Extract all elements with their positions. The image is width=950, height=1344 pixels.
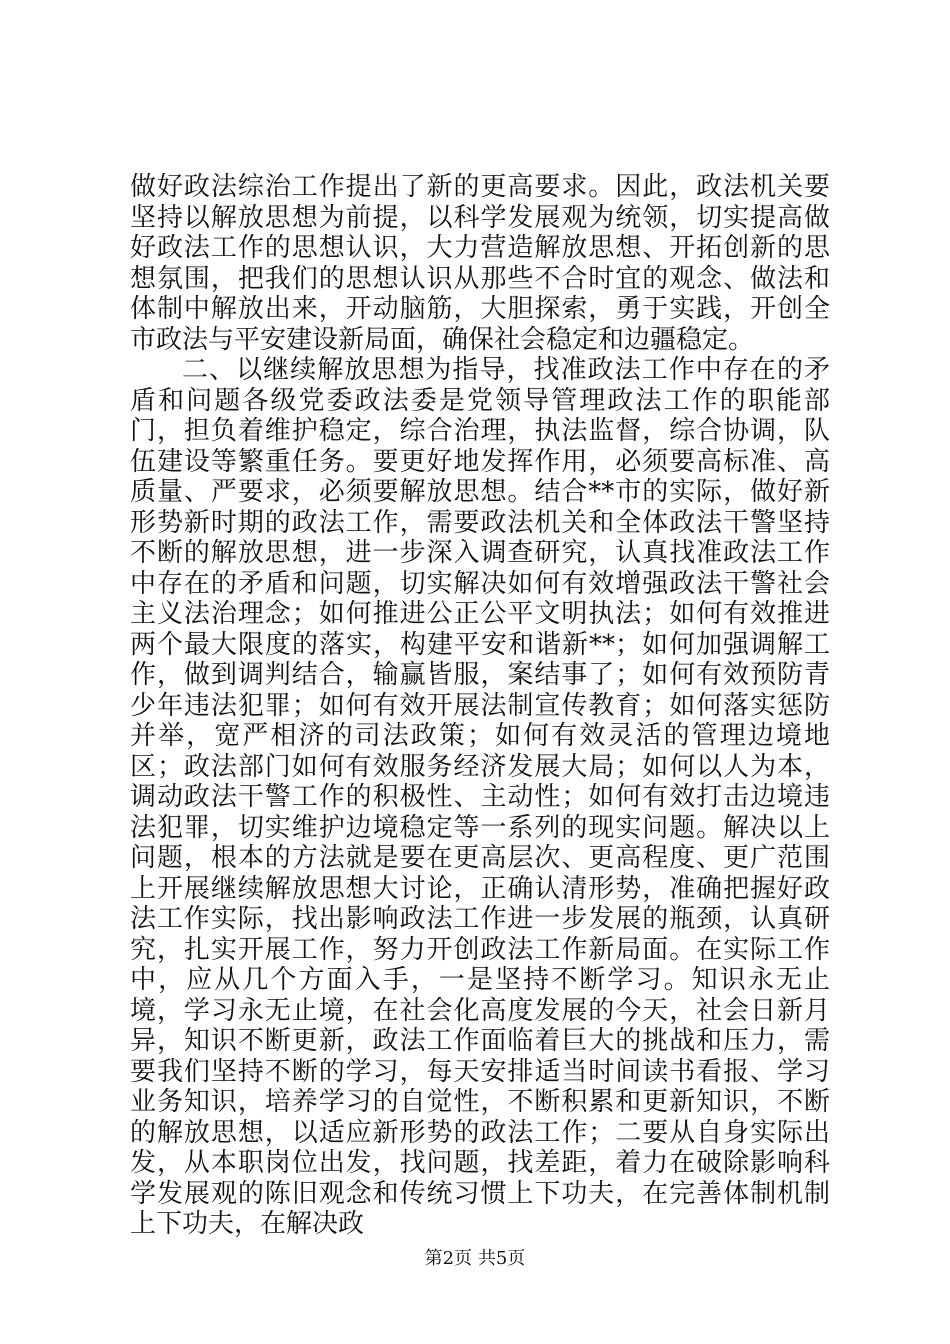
document-body — [130, 172, 830, 1240]
paragraph-section-two: 二、以继续解放思想为指导，找准政法工作中存在的矛盾和问题各级党委政法委是党领导管理政法工作的职能部门，担负着维护稳定，综合治理，执法监督，综合协调，队伍建设等繁重任务。要更好地发挥作用，必须要高标准、高质量、严要求，必须要解放思想。结合**市的实际，做好新形势新时期的政法工作，需要政法机关和全体政法干警坚持不断的解放思想，进一步深入调查研究，认真找准政法工作中存在的矛盾和问题，切实解决如何有效增强政法干警社会主义法治理念；如何推进公正公平文明执法；如何有效推进两个最大限度的落实，构建平安和谐新**；如何加强调解工作，做到调判结合，输赢皆服，案结事了；如何有效预防青少年违法犯罪；如何有效开展法制宣传教育；如何落实惩防并举，宽严相济的司法政策；如何有效灵活的管理边境地区；政法部门如何有效服务经济发展大局；如何以人为本，调动政法干警工作的积极性、主动性；如何有效打击边境违法犯罪，切实维护边境稳定等一系列的现实问题。解决以上问题，根本的方法就是要在更高层次、更高程度、更广范围上开展继续解放思想大讨论，正确认清形势，准确把握好政法工作实际，找出影响政法工作进一步发展的瓶颈，认真研究，扎实开展工作，努力开创政法工作新局面。在实际工作中，应从几个方面入手，一是坚持不断学习。知识永无止境，学习永无止境，在社会化高度发展的今天，社会日新月异，知识不断更新，政法工作面临着巨大的挑战和压力，需要我们坚持不断的学习，每天安排适当时间读书看报、学习业务知识，培养学习的自觉性，不断积累和更新知识，不断的解放思想，以适应新形势的政法工作；二要从自身实际出发，从本职岗位出发，找问题，找差距，着力在破除影响科学发展观的陈旧观念和传统习惯上下功夫，在完善体制机制上下功夫，在解决政 — [130, 355, 830, 1239]
page-number-footer: 第2页 共5页 — [424, 1248, 526, 1269]
paragraph-continuation: 做好政法综治工作提出了新的更高要求。因此，政法机关要坚持以解放思想为前提，以科学发展观为统领，切实提高做好政法工作的思想认识，大力营造解放思想、开拓创新的思想氛围，把我们的思想认识从那些不合时宜的观念、做法和体制中解放出来，开动脑筋，大胆探索，勇于实践，开创全市政法与平安建设新局面，确保社会稳定和边疆稳定。 — [130, 172, 830, 355]
